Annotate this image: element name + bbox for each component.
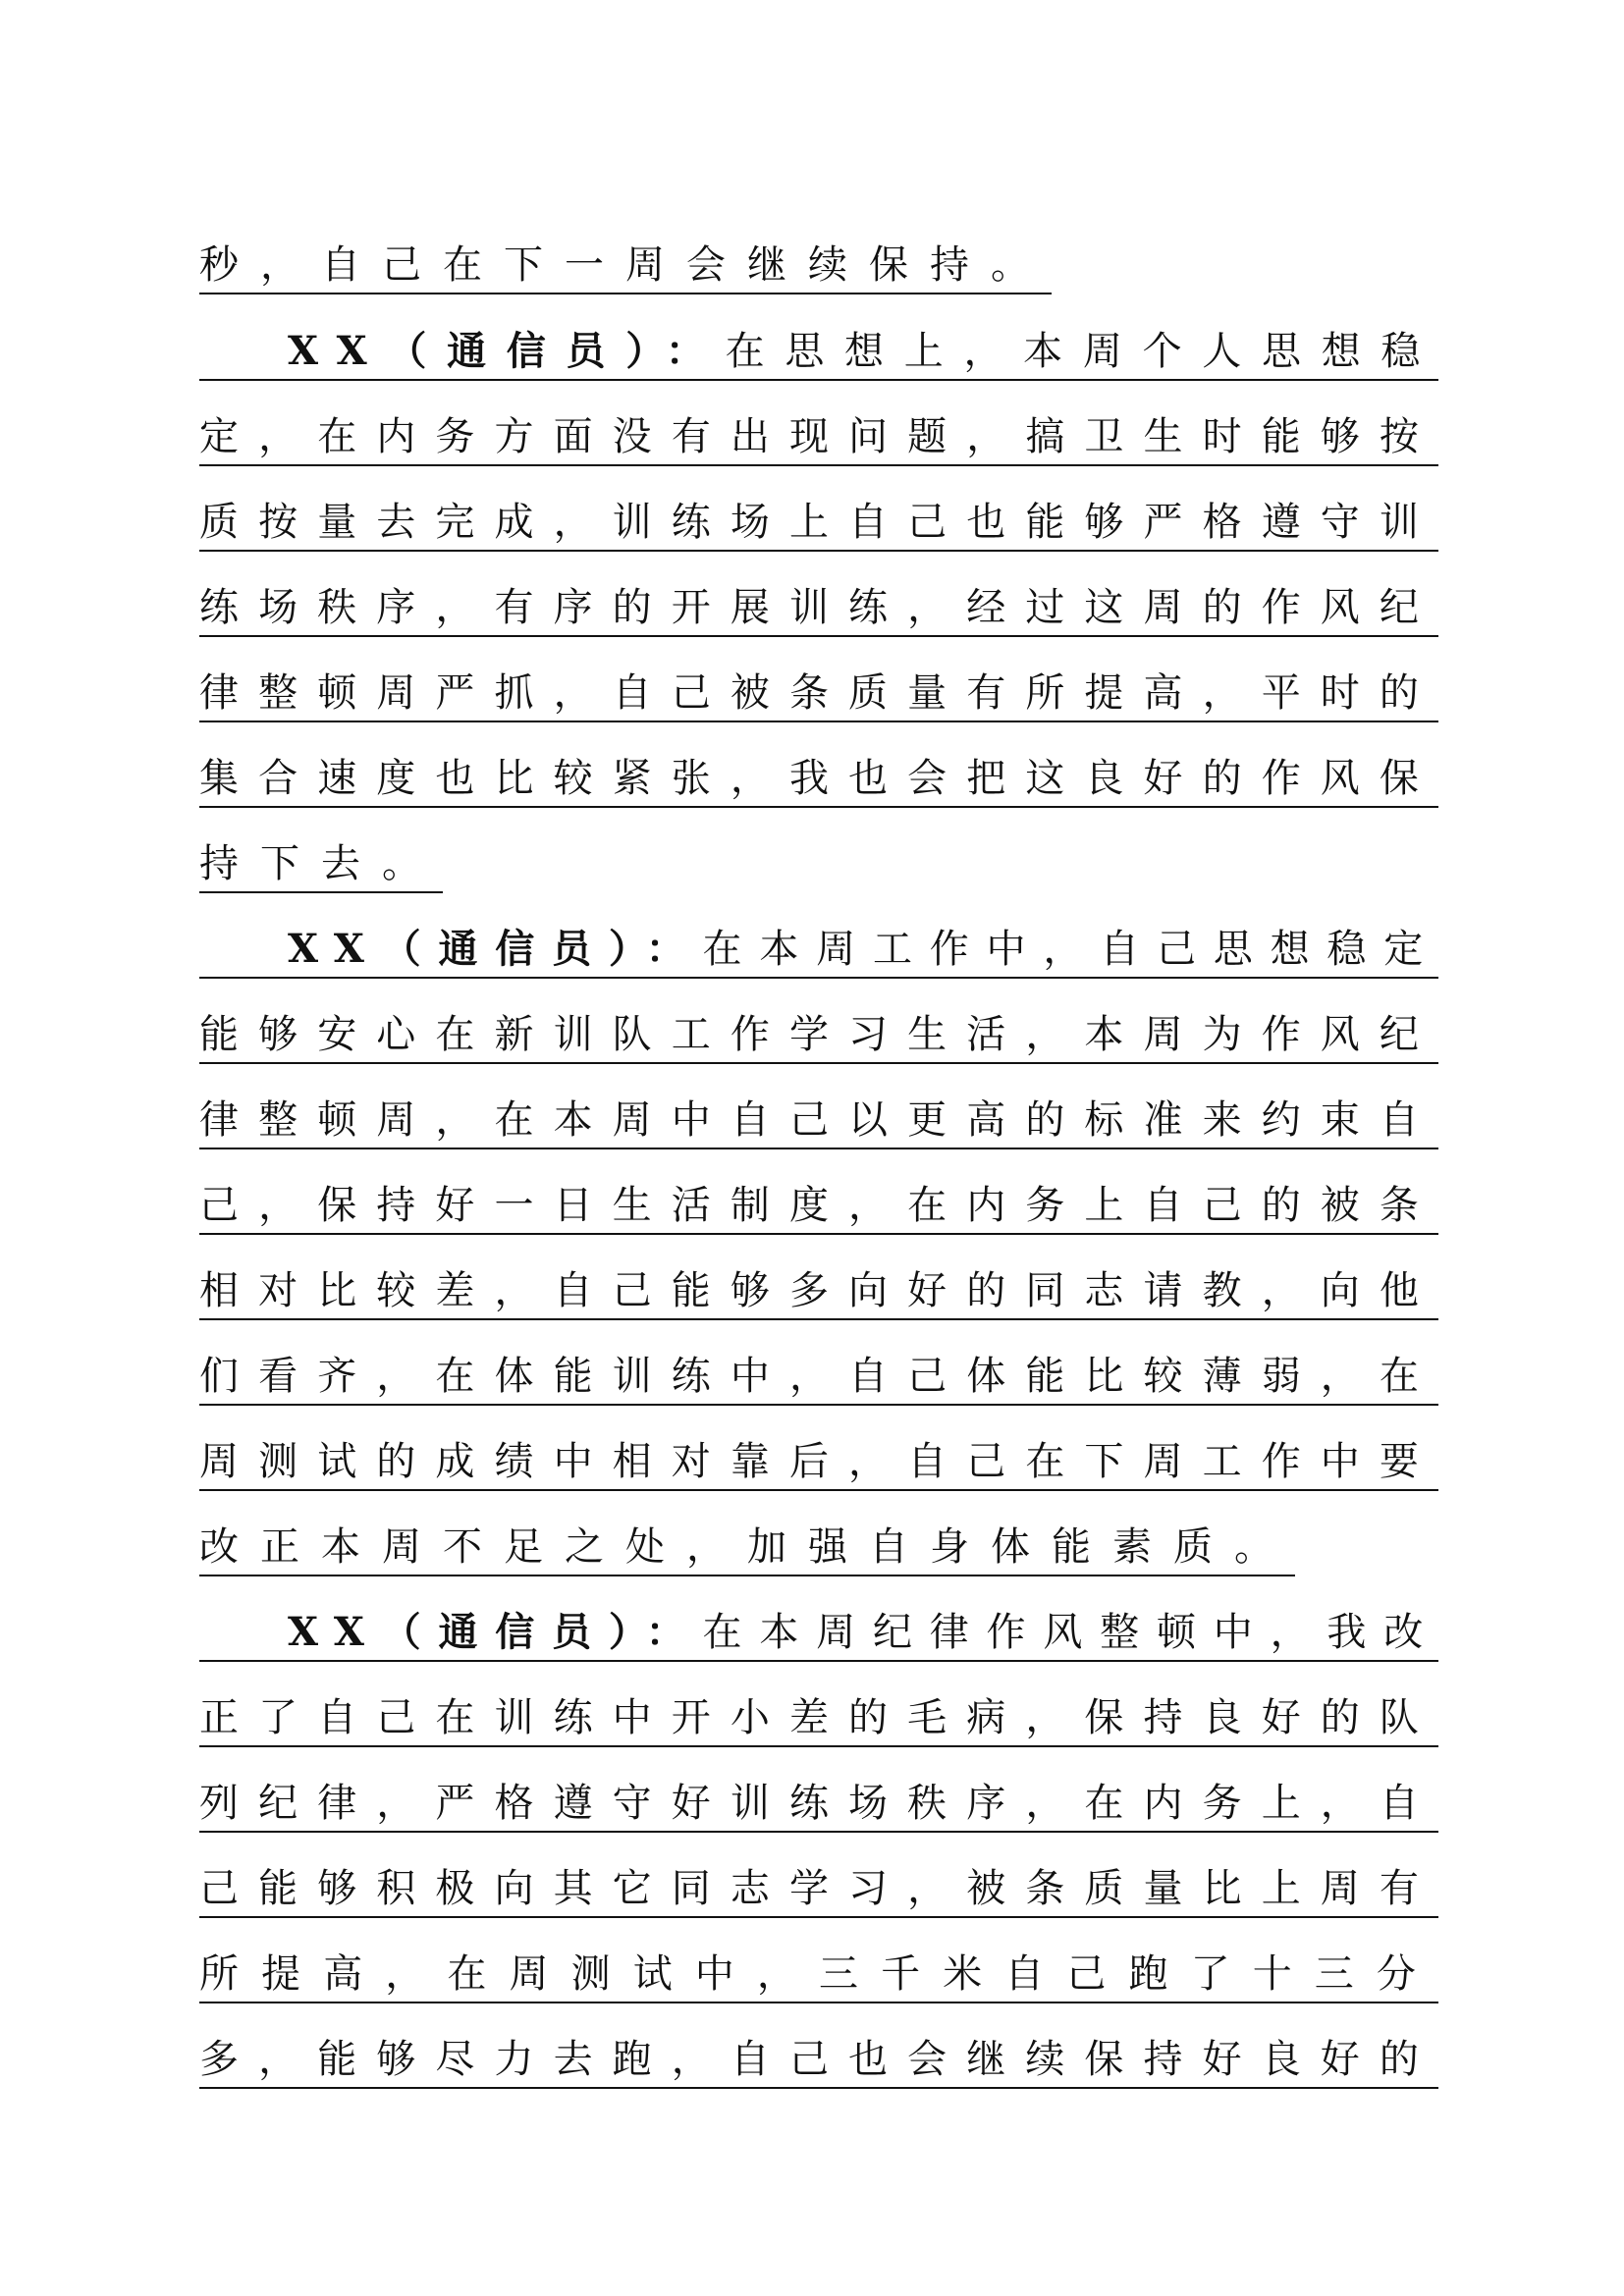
paragraph-first-line — [199, 1603, 1438, 1662]
text-line — [199, 493, 1438, 552]
text-line — [199, 1945, 1438, 2003]
line-text: 己，保持好一日生活制度，在内务上自己的被条 — [199, 1183, 1438, 1228]
line-text: 质按量去完成，训练场上自己也能够严格遵守训 — [199, 500, 1438, 545]
text-line — [199, 2030, 1438, 2089]
line-text: 练场秩序，有序的开展训练，经过这周的作风纪 — [199, 585, 1438, 630]
text-line — [199, 1005, 1438, 1064]
line-text: 相对比较差，自己能够多向好的同志请教，向他 — [199, 1268, 1438, 1313]
line-text: 己能够积极向其它同志学习，被条质量比上周有 — [199, 1866, 1438, 1911]
paragraph-first-line — [199, 920, 1438, 979]
line-text: 定，在内务方面没有出现问题，搞卫生时能够按 — [199, 414, 1438, 459]
text-line — [199, 1261, 1438, 1320]
speaker-label: XX（通信员）： — [288, 1609, 703, 1655]
text-line — [199, 749, 1438, 808]
line-text: 正了自己在训练中开小差的毛病，保持良好的队 — [199, 1695, 1438, 1740]
line-text: 律整顿周严抓，自己被条质量有所提高，平时的 — [199, 670, 1438, 716]
text-line — [199, 1176, 1438, 1235]
text-line — [199, 407, 1438, 466]
text-line — [199, 578, 1438, 637]
line-text: 在本周工作中，自己思想稳定 — [702, 927, 1439, 972]
line-text: 改正本周不足之处，加强自身体能素质。 — [199, 1524, 1295, 1570]
line-text: 集合速度也比较紧张，我也会把这良好的作风保 — [199, 756, 1438, 801]
speaker-label: XX（通信员）： — [288, 328, 726, 374]
paragraph-first-line — [199, 322, 1438, 381]
line-text: 律整顿周，在本周中自己以更高的标准来约束自 — [199, 1097, 1438, 1143]
text-line — [199, 1091, 1438, 1149]
line-text: 在本周纪律作风整顿中，我改 — [702, 1610, 1439, 1655]
line-text: 周测试的成绩中相对靠后，自己在下周工作中要 — [199, 1439, 1438, 1484]
text-line — [199, 834, 443, 893]
line-text: 持下去。 — [199, 841, 443, 886]
line-text: 们看齐，在体能训练中，自己体能比较薄弱，在 — [199, 1354, 1438, 1399]
text-line — [199, 664, 1438, 722]
line-text: 列纪律，严格遵守好训练场秩序，在内务上，自 — [199, 1781, 1438, 1826]
text-line — [199, 1688, 1438, 1747]
text-line — [199, 1518, 1295, 1576]
line-text: 所提高，在周测试中，三千米自己跑了十三分 — [199, 1951, 1438, 1997]
line-text: 多，能够尽力去跑，自己也会继续保持好良好的 — [199, 2037, 1438, 2082]
text-line — [199, 1432, 1438, 1491]
text-line — [199, 1774, 1438, 1833]
line-text: 能够安心在新训队工作学习生活，本周为作风纪 — [199, 1012, 1438, 1057]
line-text: 在思想上，本周个人思想稳 — [725, 329, 1438, 374]
text-line — [199, 1859, 1438, 1918]
text-line — [199, 236, 1052, 294]
speaker-label: XX（通信员）： — [288, 926, 703, 972]
text-line — [199, 1347, 1438, 1406]
line-text: 秒，自己在下一周会继续保持。 — [199, 242, 1052, 288]
